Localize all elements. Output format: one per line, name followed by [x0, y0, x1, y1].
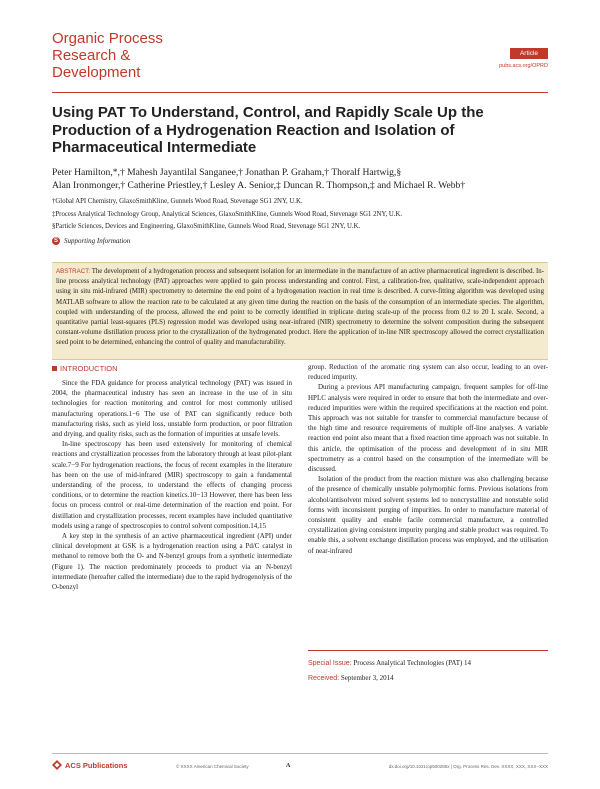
- journal-title-line3: Development: [52, 64, 141, 81]
- pubs-url-link[interactable]: pubs.acs.org/OPRD: [499, 63, 548, 69]
- special-issue-label: Special Issue:: [308, 660, 352, 667]
- affiliations: [52, 196, 548, 234]
- doi-citation[interactable]: dx.doi.org/10.1021/op500285x | Org. Process Res. Dev. XXXX, XXX, XXX−XXX: [388, 764, 548, 769]
- author-list: [52, 166, 548, 192]
- abstract-label: ABSTRACT:: [56, 268, 91, 275]
- paragraph: During a previous API manufacturing campaign, frequent samples for off-line HPLC analysis were required in order to ensure that both the intermediate and over-reduced impurities were within the required specifications at the reaction end point. This approach was not suitable for transfer to commercial manufacture because of the high time and resource requirements of multiple off-line analyses. A variable reaction end point also meant that a fixed reaction time approach was not suitable. In this article, the optimisation of the process and development of in situ MIR spectrometry as a control based on the consumption of the intermediate will be discussed.: [308, 383, 548, 474]
- paragraph: In-line spectroscopy has been used extensively for monitoring of chemical reactions and crystallization processes from the laboratory through at least pilot-plant scale.7−9 For hydrogenation reactions, the focus of recent examples in the literature has been on the use of mid-infrared (MIR) spectroscopy to gain a fundamental understanding of the process, to understand the effects of changing process conditions, or to determine the reaction kinetics.10−13 However, there has been less focus on process control or real-time determination of the reaction end point. For distillation and crystallization processes, recent examples have included quantitative models using a range of spectroscopies to control solvent composition.14,15: [52, 440, 292, 530]
- footer-divider: [52, 753, 548, 754]
- journal-title: [52, 30, 172, 81]
- section-heading-introduction: [52, 364, 118, 373]
- body-column-left: [52, 378, 292, 743]
- journal-title-line2: Research &: [52, 47, 131, 64]
- affiliation-2: ‡Process Analytical Technology Group, Analytical Sciences, GlaxoSmithKline, Gunnels Wood Road, Stevenage SG1 2NY, U.K.: [52, 210, 403, 218]
- paragraph: A key step in the synthesis of an active pharmaceutical ingredient (API) under clinical development at GSK is a hydrogenation reaction using a Pd/C catalyst in methanol to remove both the O- and N-benzyl groups from a synthetic intermediate (Figure 1). The reaction predominately proceeds to product via an N-benzyl intermediate (hereafter called the intermediate) due to the rapid hydrogenolysis of the O-benzyl: [52, 532, 292, 592]
- affiliation-1: †Global API Chemistry, GlaxoSmithKline, Gunnels Wood Road, Stevenage SG1 2NY, U.K.: [52, 198, 303, 205]
- affiliation-3: §Particle Sciences, Devices and Engineering, GlaxoSmithKline, Gunnels Wood Road, Stevenage SG1 2NY, U.K.: [52, 223, 361, 230]
- paragraph: group. Reduction of the aromatic ring system can also occur, leading to an over-reduced impurity.: [308, 363, 548, 382]
- body-column-right: [308, 362, 548, 620]
- acs-publications-logo: [52, 760, 128, 770]
- section-heading-label: INTRODUCTION: [60, 364, 118, 373]
- abstract-box: [52, 262, 548, 360]
- abstract-text: The development of a hydrogenation process and subsequent isolation for an intermediate in the manufacture of an active pharmaceutical ingredient is described. In-line process analytical technology (PAT) approaches were applied to gain process understanding and control. First, a calibration-free, qualitative, scale-independent approach using in situ mid-infrared (MIR) spectrometry to determine the end point of a hydrogenation reaction in real time is described. A curve-fitting algorithm was developed using MATLAB software to allow the reaction rate to be calculated at any given time during the reaction on the basis of the consumption of an intermediate species. The algorithm, coupled with understanding of the process, allowed the end point to be correctly identified in triplicate during scale-up of the process from 0.2 to 20 L scale. Second, a quantitative partial least-squares (PLS) regression model was developed using near-infrared (NIR) spectrometry to determine the solvent composition during the subsequent constant-volume distillation process prior to the crystallization of the hydrogenated product. Here the application of in-line NIR spectroscopy allowed the correct crystallization seed point to be determined, enhancing the control of quality and manufacturability.: [56, 268, 544, 347]
- page-number: A: [286, 763, 291, 769]
- paper-title: Using PAT To Understand, Control, and Rapidly Scale Up the Production of a Hydrogenation Reaction and Isolation of Pharmaceutical Intermediate: [52, 104, 484, 156]
- acs-logo-icon: [52, 760, 62, 770]
- acs-publications-label: ACS Publications: [65, 760, 128, 770]
- supporting-info-link[interactable]: [52, 237, 130, 245]
- paragraph: Isolation of the product from the reaction mixture was also challenging because of the presence of chemically unstable polymorphic forms. Previous isolations from alcohol/antisolvent mixed solvent systems led to noncrystalline and nonstable solid forms with inconsistent purging of impurities. In order to manufacture material of consistent quality and enable facile commercial manufacture, a controlled crystallization giving consistent impurity purging and stable product was required. To enable this, a solvent exchange distillation process was employed, and the utilisation of near-infrared: [308, 475, 548, 555]
- section-bullet-icon: [52, 366, 57, 371]
- journal-title-line1: Organic Process: [52, 30, 163, 47]
- paragraph: Since the FDA guidance for process analytical technology (PAT) was issued in 2004, the pharmaceutical industry has seen an increase in the use of in situ technologies for reaction monitoring and control for most commonly utilised manufacturing operations.1−6 The use of PAT can significantly reduce both manufacturing risks, such as yield loss, unstable form production, or poor filtration and drying, and quality risks, such as the formation of impurities at unsafe levels.: [52, 379, 292, 439]
- article-type-badge: Article: [510, 48, 548, 59]
- copyright-notice: © XXXX American Chemical Society: [176, 764, 249, 769]
- received-row: [308, 671, 548, 686]
- author-line-2: Alan Ironmonger,† Catherine Priestley,† Lesley A. Senior,‡ Duncan R. Thompson,‡ and Michael R. Webb†: [52, 180, 466, 191]
- special-issue-value: Process Analytical Technologies (PAT) 14: [353, 659, 472, 667]
- publication-info: [308, 650, 548, 686]
- supporting-info-label: Supporting Information: [64, 237, 131, 245]
- supporting-info-icon: S: [53, 238, 58, 244]
- author-line-1: Peter Hamilton,*,† Mahesh Jayantilal Sanganee,† Jonathan P. Graham,† Thoralf Hartwig,§: [52, 167, 402, 178]
- received-value: September 3, 2014: [340, 674, 394, 682]
- special-issue-row: [308, 656, 548, 671]
- header-divider: [52, 92, 548, 93]
- received-label: Received:: [308, 675, 340, 682]
